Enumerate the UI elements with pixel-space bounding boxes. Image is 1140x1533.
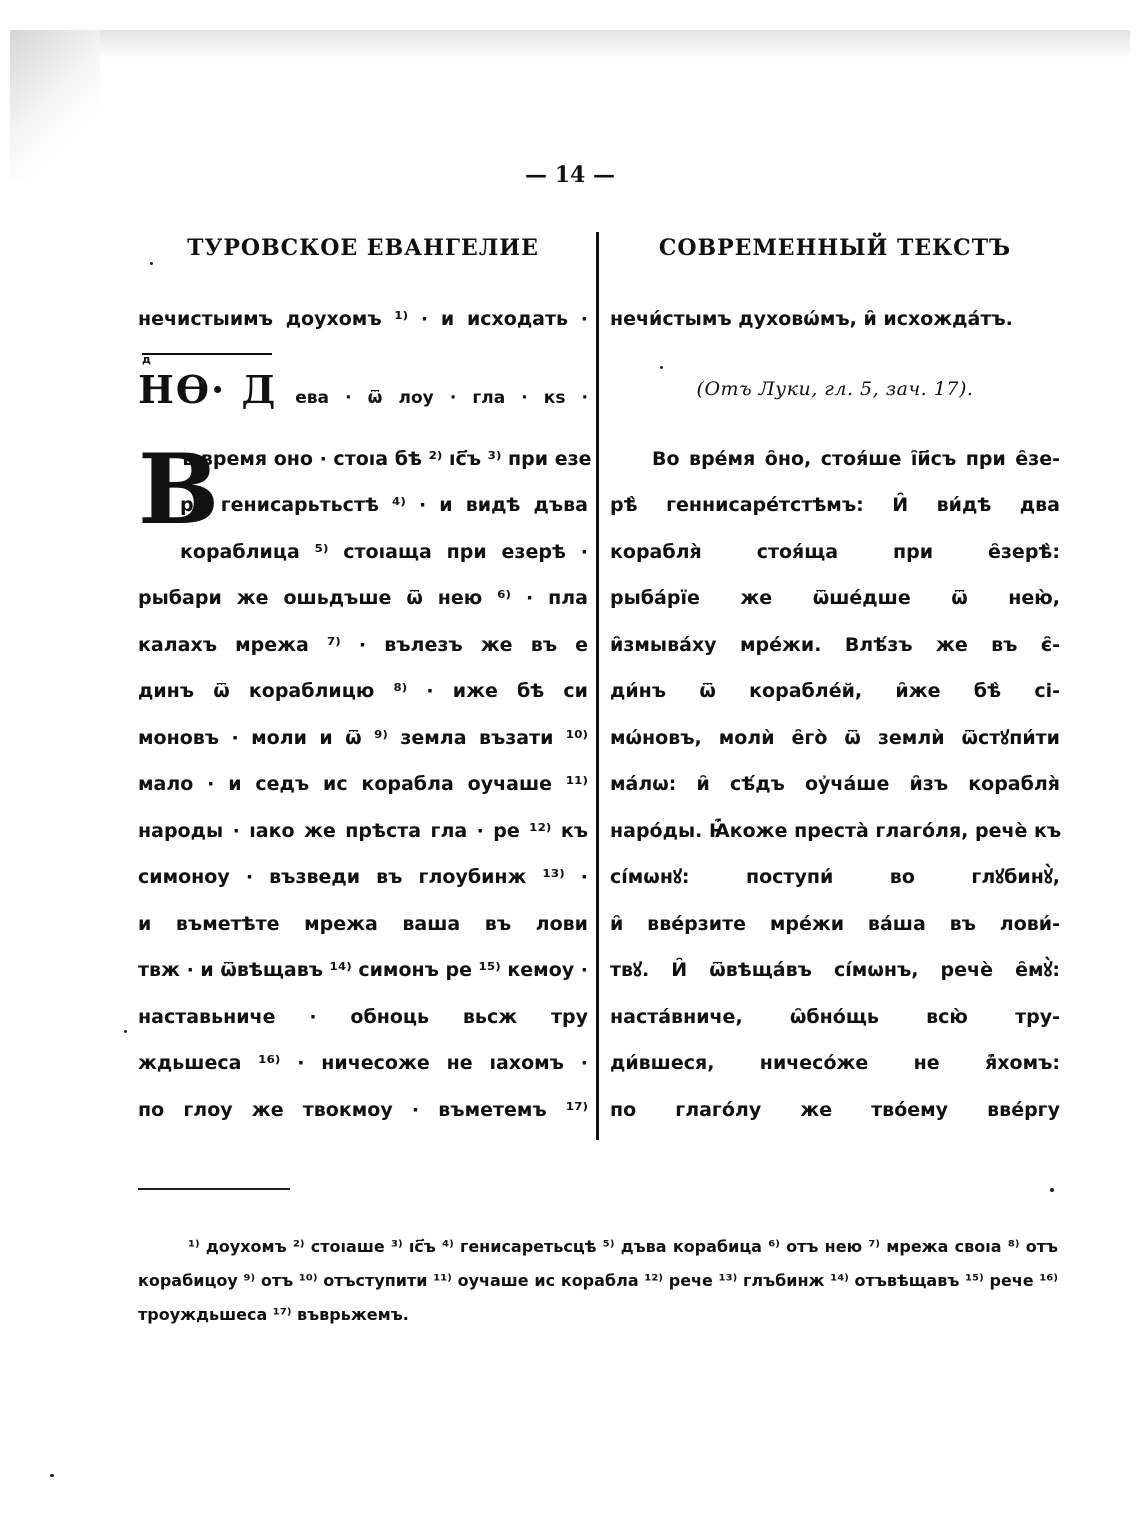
right-line: ди́вшеся, ничесо́же не я̑́хомъ: <box>610 1052 1060 1074</box>
right-line: наста́вниче, ѡ̑бно́щь всю̀ тру- <box>610 1005 1060 1028</box>
left-column-body <box>138 296 592 1133</box>
right-line: рыба́рїе же ѿше́дше ѿ нею̀, <box>610 587 1060 609</box>
right-lection-line <box>610 343 1060 436</box>
scan-speck <box>1050 1188 1054 1192</box>
scan-speck <box>150 262 153 265</box>
left-column-heading: ТУРОВСКОЕ ЕВАНГЕЛИЕ <box>187 235 539 261</box>
right-line: и̑змыва́ху мре́жи. Влѣ́зъ же въ є̑- <box>610 633 1060 656</box>
left-line: рыбари же ошьдъше ѿ нею ⁶⁾ · пла <box>138 587 588 609</box>
right-line: Во вре́мя о̑но, стоя́ше і̑и҃съ при е̑зе- <box>652 447 1060 470</box>
left-line: мало · и седъ ис корабла оучаше ¹¹⁾ <box>138 773 588 795</box>
left-line: наставьниче · обноць вьсж тру <box>138 1005 588 1028</box>
scan-top-edge <box>10 30 1130 58</box>
left-line: твж · и ѿвѣщавъ ¹⁴⁾ симонъ ре ¹⁵⁾ кемоу · <box>138 959 588 981</box>
left-reading-title <box>138 343 588 436</box>
right-paragraph <box>610 436 1060 1134</box>
right-column-heading: СОВРЕМЕННЫЙ ТЕКСТЪ <box>658 235 1012 261</box>
right-line: ма́лѡ: и̑ сѣ́дъ оу҆ча́ше и̑зъ корабля̀ <box>610 773 1060 795</box>
left-line: и въметѣте мрежа ваша въ лови <box>138 912 588 935</box>
scan-corner-shadow <box>10 30 100 180</box>
title-big: НѲ· Д <box>138 366 278 412</box>
left-paragraph <box>138 432 592 1134</box>
lection-reference: (Отъ Луки, гл. 5, зач. 17). <box>696 377 974 400</box>
right-line: наро́ды. Ꙗ̑́коже преста̀ глаго́ля, речѐ къ <box>610 819 1062 842</box>
footnote-rule <box>138 1188 290 1190</box>
right-line: и̑ вве́рзите мре́жи ва́ша въ лови́- <box>610 912 1060 935</box>
right-column-body <box>610 296 1060 1133</box>
left-line: калахъ мрежа ⁷⁾ · вълезъ же въ е <box>138 633 588 656</box>
left-line: динъ ѿ кораблицю ⁸⁾ · иже бѣ си <box>138 680 588 702</box>
left-first-line: нечистыимъ доухомъ ¹⁾ · и исходать · <box>138 308 588 330</box>
left-line: народы · ıако же прѣста гла · ре ¹²⁾ къ <box>138 819 588 842</box>
title-overline: д <box>142 353 272 365</box>
right-line: корабля̀ стоя́ща при е̑зерѣ̀: <box>610 540 1060 563</box>
right-line: рѣ̀ геннисаре́тстѣмъ: И̑ ви́дѣ два <box>610 494 1060 516</box>
left-column <box>138 228 592 1133</box>
left-line: симоноу · възведи въ глоубинж ¹³⁾ · <box>138 866 588 888</box>
right-line: сі́мѡнꙋ: поступи́ во глꙋбинꙋ̀, <box>610 866 1060 888</box>
right-line: ди́нъ ѿ корабле́й, и̑же бѣ̀ сі- <box>610 680 1060 702</box>
column-divider <box>596 232 599 1140</box>
scan-speck <box>124 1030 127 1033</box>
left-line: по глоу же твокмоу · въметемъ ¹⁷⁾ <box>138 1098 588 1121</box>
left-line: ъ время оно · стоıа бѣ ²⁾ ıс҃ъ ³⁾ при езе <box>180 447 592 470</box>
right-line: твꙋ. И̑ ѿвѣща́въ сі́мѡнъ, речѐ е̑мꙋ̀: <box>610 959 1060 981</box>
page-number: — 14 — <box>525 162 615 188</box>
initial-letter: В <box>138 432 220 546</box>
right-first-line: нечи́стымъ духовѡ́мъ, и̑ исхожда́тъ. <box>610 308 1013 330</box>
left-line: моновъ · моли и ѿ ⁹⁾ земла възати ¹⁰⁾ <box>138 726 588 749</box>
right-line: мѡ́новъ, молѝ е̑го̀ ѿ землѝ ѿстꙋпи́ти <box>610 726 1060 749</box>
left-line: кораблица ⁵⁾ стоıаща при езерѣ · <box>180 540 588 563</box>
right-line: по глаго́лу же тво́ему вве́ргу <box>610 1098 1060 1121</box>
scan-speck <box>50 1474 54 1477</box>
footnotes: ¹⁾ доухомъ ²⁾ стоıаше ³⁾ ıс҃ъ ⁴⁾ генисаретьсцѣ ⁵⁾ дъва корабица ⁶⁾ отъ нею ⁷⁾ мрежа своıа ⁸⁾ отъ корабицоу ⁹⁾ отъ ¹⁰⁾ отъступити ¹¹⁾ оучаше ис корабла ¹²⁾ рече ¹³⁾ глъбинж ¹⁴⁾ отъвѣщавъ ¹⁵⁾ рече ¹⁶⁾ троуждьшеса ¹⁷⁾ въврьжемъ. <box>138 1237 1058 1324</box>
right-column <box>610 228 1060 1133</box>
scan-speck <box>660 366 663 369</box>
left-line: ждьшеса ¹⁶⁾ · ничесоже не ıахомъ · <box>138 1052 588 1074</box>
left-line: рѣ генисарьтьстѣ ⁴⁾ · и видѣ дъва <box>180 494 588 516</box>
title-rest: ева · ѿ лоу · гла · кѕ · <box>295 387 588 408</box>
